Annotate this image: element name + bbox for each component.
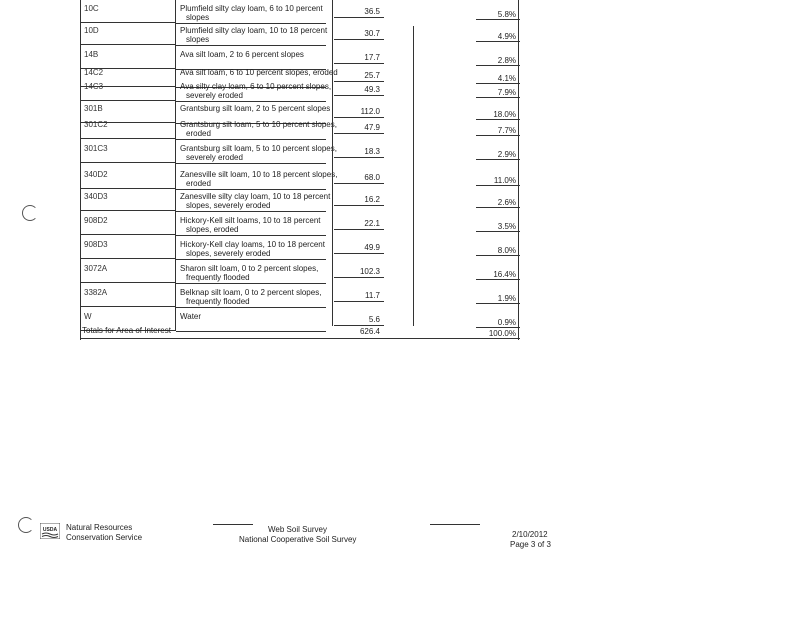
row-rule xyxy=(176,235,326,236)
totals-label: Totals for Area of Interest xyxy=(82,326,171,335)
acres-in-aoi: 11.7 xyxy=(365,291,380,300)
map-unit-name: Hickory-Kell silt loams, 10 to 18 percent xyxy=(180,216,321,225)
map-unit-name: slopes xyxy=(186,13,210,22)
row-rule xyxy=(80,22,176,23)
row-rule xyxy=(476,19,520,20)
row-rule xyxy=(334,81,384,82)
totals-percent: 100.0% xyxy=(488,329,516,338)
acres-in-aoi: 47.9 xyxy=(364,123,380,132)
row-rule xyxy=(176,101,326,102)
map-unit-symbol: 340D3 xyxy=(84,192,108,201)
map-unit-name: eroded xyxy=(186,179,211,188)
usda-logo-text: USDA xyxy=(42,527,58,533)
row-rule xyxy=(334,117,384,118)
percent-of-aoi: 16.4% xyxy=(493,270,516,279)
map-unit-name: Belknap silt loam, 0 to 2 percent slopes, xyxy=(180,288,322,297)
percent-of-aoi: 2.8% xyxy=(497,56,516,65)
row-rule xyxy=(334,253,384,254)
map-unit-name: Hickory-Kell clay loams, 10 to 18 percent xyxy=(180,240,325,249)
row-rule xyxy=(334,63,384,64)
map-unit-symbol: 3072A xyxy=(84,264,108,273)
map-unit-symbol: 14C3 xyxy=(84,82,104,91)
percent-of-aoi: 11.0% xyxy=(493,176,516,185)
map-unit-name: Zanesville silt loam, 10 to 18 percent slopes, xyxy=(180,170,338,179)
map-unit-symbol: 908D2 xyxy=(84,216,108,225)
row-rule xyxy=(476,327,520,328)
percent-of-aoi: 4.1% xyxy=(497,74,516,83)
map-unit-name: severely eroded xyxy=(186,153,243,162)
map-unit-name: Water xyxy=(180,312,202,321)
acres-in-aoi: 25.7 xyxy=(364,71,380,80)
row-rule xyxy=(80,188,176,189)
acres-in-aoi: 5.6 xyxy=(368,315,380,324)
acres-in-aoi: 16.2 xyxy=(364,195,380,204)
row-rule xyxy=(80,100,176,101)
map-unit-symbol: 14B xyxy=(84,50,99,59)
map-unit-name: frequently flooded xyxy=(186,297,250,306)
percent-of-aoi: 3.5% xyxy=(497,222,516,231)
column-rule xyxy=(413,26,414,326)
acres-in-aoi: 49.3 xyxy=(364,85,380,94)
row-rule xyxy=(176,163,326,164)
map-unit-name: Grantsburg silt loam, 5 to 10 percent slopes, xyxy=(180,120,337,129)
punch-hole-mark-footer xyxy=(18,517,34,533)
map-unit-symbol: 3382A xyxy=(84,288,108,297)
map-unit-name: slopes, severely eroded xyxy=(186,201,271,210)
acres-in-aoi: 68.0 xyxy=(364,173,380,182)
percent-of-aoi: 5.8% xyxy=(497,10,516,19)
acres-in-aoi: 112.0 xyxy=(360,107,380,116)
agency-name-line1: Natural Resources xyxy=(66,523,133,532)
column-rule xyxy=(518,0,519,340)
map-unit-symbol: W xyxy=(84,312,92,321)
map-unit-name: Grantsburg silt loam, 2 to 5 percent slopes xyxy=(180,104,331,113)
acres-in-aoi: 18.3 xyxy=(364,147,380,156)
footer-page-number: Page 3 of 3 xyxy=(510,540,551,549)
acres-in-aoi: 102.3 xyxy=(359,267,380,276)
row-rule xyxy=(334,157,384,158)
row-rule xyxy=(176,211,326,212)
percent-of-aoi: 8.0% xyxy=(497,246,516,255)
acres-in-aoi: 49.9 xyxy=(364,243,380,252)
map-unit-name: frequently flooded xyxy=(186,273,250,282)
row-rule xyxy=(334,277,384,278)
row-rule xyxy=(476,255,520,256)
row-rule xyxy=(334,95,384,96)
percent-of-aoi: 2.9% xyxy=(497,150,516,159)
row-rule xyxy=(176,45,326,46)
row-rule xyxy=(476,97,520,98)
column-rule xyxy=(80,0,81,340)
row-rule xyxy=(176,283,326,284)
row-rule xyxy=(176,189,326,190)
row-rule xyxy=(476,231,520,232)
row-rule xyxy=(80,282,176,283)
footer-title: Web Soil Survey xyxy=(268,525,327,534)
totals-rule xyxy=(80,338,520,339)
map-unit-name: Ava silt loam, 2 to 6 percent slopes xyxy=(180,50,304,59)
row-rule xyxy=(334,39,384,40)
row-rule xyxy=(176,23,326,24)
acres-in-aoi: 30.7 xyxy=(364,29,380,38)
punch-hole-mark xyxy=(22,205,38,221)
map-unit-symbol: 908D3 xyxy=(84,240,108,249)
footer-subtitle: National Cooperative Soil Survey xyxy=(239,535,357,544)
row-rule xyxy=(476,65,520,66)
row-rule xyxy=(334,205,384,206)
row-rule xyxy=(334,183,384,184)
map-unit-name: slopes, severely eroded xyxy=(186,249,271,258)
row-rule xyxy=(476,119,520,120)
percent-of-aoi: 0.9% xyxy=(497,318,516,327)
row-rule xyxy=(80,234,176,235)
row-rule xyxy=(334,133,384,134)
acres-in-aoi: 17.7 xyxy=(364,53,380,62)
row-rule xyxy=(80,306,176,307)
footer-rule xyxy=(430,524,480,525)
row-rule xyxy=(476,207,520,208)
acres-in-aoi: 36.5 xyxy=(364,7,380,16)
row-rule xyxy=(176,139,326,140)
row-rule xyxy=(476,135,520,136)
usda-logo xyxy=(40,523,60,539)
map-unit-name: slopes xyxy=(186,35,210,44)
row-rule xyxy=(80,44,176,45)
row-rule xyxy=(80,138,176,139)
map-unit-name: Grantsburg silt loam, 5 to 10 percent slopes, xyxy=(180,144,337,153)
percent-of-aoi: 1.9% xyxy=(497,294,516,303)
row-rule xyxy=(476,41,520,42)
footer-date: 2/10/2012 xyxy=(512,530,548,539)
map-unit-name: severely eroded xyxy=(186,91,243,100)
map-unit-symbol: 301C3 xyxy=(84,144,108,153)
map-unit-name: Plumfield silty clay loam, 6 to 10 percent xyxy=(180,4,323,13)
row-rule xyxy=(476,279,520,280)
map-unit-name: Ava silty clay loam, 6 to 10 percent slopes, xyxy=(180,82,332,91)
percent-of-aoi: 4.9% xyxy=(497,32,516,41)
agency-name-line2: Conservation Service xyxy=(66,533,143,542)
footer-rule xyxy=(213,524,253,525)
map-unit-symbol: 301B xyxy=(84,104,103,113)
row-rule xyxy=(80,162,176,163)
row-rule xyxy=(476,303,520,304)
map-unit-symbol: 14C2 xyxy=(84,68,104,77)
row-rule xyxy=(80,258,176,259)
map-unit-name: Plumfield silty clay loam, 10 to 18 percent xyxy=(180,26,328,35)
column-rule xyxy=(175,0,176,330)
map-unit-name: eroded xyxy=(186,129,211,138)
row-rule xyxy=(334,17,384,18)
map-unit-name: Zanesville silty clay loam, 10 to 18 percent xyxy=(180,192,331,201)
row-rule xyxy=(80,210,176,211)
percent-of-aoi: 18.0% xyxy=(493,110,516,119)
map-unit-symbol: 10C xyxy=(84,4,99,13)
row-rule xyxy=(476,83,520,84)
map-unit-name: slopes, eroded xyxy=(186,225,239,234)
row-rule xyxy=(334,301,384,302)
row-rule xyxy=(476,185,520,186)
map-unit-symbol: 301C2 xyxy=(84,120,108,129)
map-unit-name: Sharon silt loam, 0 to 2 percent slopes, xyxy=(180,264,319,273)
totals-acres: 626.4 xyxy=(359,327,380,336)
map-unit-name: Ava silt loam, 6 to 10 percent slopes, eroded xyxy=(180,68,338,77)
row-rule xyxy=(334,325,384,326)
row-rule xyxy=(334,229,384,230)
row-rule xyxy=(176,307,326,308)
acres-in-aoi: 22.1 xyxy=(364,219,380,228)
percent-of-aoi: 7.7% xyxy=(497,126,516,135)
column-rule xyxy=(332,0,333,326)
row-rule xyxy=(476,159,520,160)
percent-of-aoi: 2.6% xyxy=(497,198,516,207)
percent-of-aoi: 7.9% xyxy=(497,88,516,97)
map-unit-symbol: 10D xyxy=(84,26,99,35)
row-rule xyxy=(176,331,326,332)
map-unit-symbol: 340D2 xyxy=(84,170,108,179)
row-rule xyxy=(176,259,326,260)
